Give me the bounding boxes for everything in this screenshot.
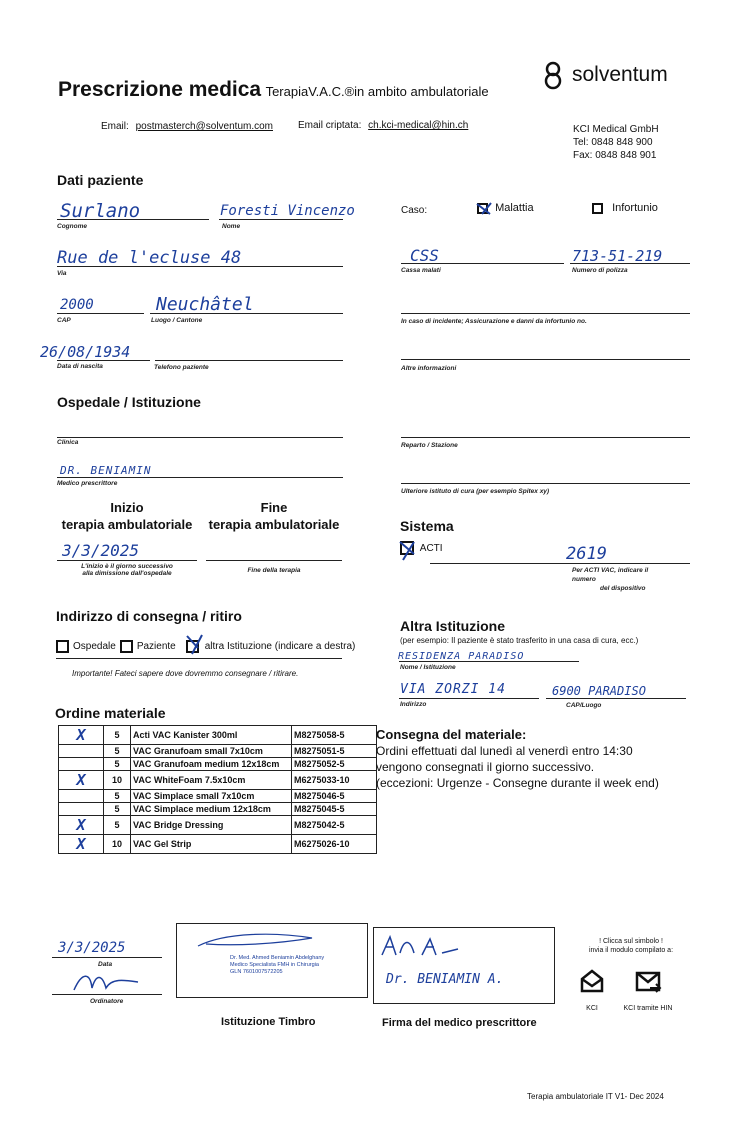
polizza-value: 713-51-219	[572, 247, 663, 265]
altre-label: Altre informazioni	[401, 365, 457, 372]
altra-title: Altra Istituzione	[400, 618, 506, 634]
order-row	[59, 745, 377, 758]
altra-cap-value: 6900 PARADISO	[552, 684, 646, 698]
via-label: Via	[57, 270, 67, 277]
consegna-block	[376, 727, 659, 791]
order-product: VAC Simplace small 7x10cm	[131, 790, 292, 803]
cognome-line	[57, 219, 209, 220]
altra-checkbox[interactable]	[186, 640, 199, 653]
cognome-value: Surlano	[60, 200, 141, 222]
via-line	[57, 266, 343, 267]
footer-date-value: 3/3/2025	[58, 940, 126, 956]
email-row	[101, 121, 273, 132]
stamp-text	[230, 955, 324, 976]
clinica-label: Clinica	[57, 439, 79, 446]
enc-email-row	[298, 120, 468, 131]
subtitle-text: TerapiaV.A.C.®in ambito ambulatoriale	[265, 84, 489, 99]
order-code: M6275033-10	[292, 771, 377, 790]
consegna-title: Consegna del materiale:	[376, 727, 527, 742]
order-row	[59, 816, 377, 835]
solventum-logo-icon	[540, 60, 566, 90]
stamp-line-1: Dr. Med. Ahmed Beniamin Abdelghany	[230, 955, 325, 961]
medico-label: Medico prescrittore	[57, 480, 118, 487]
order-table	[58, 725, 377, 854]
order-row	[59, 803, 377, 816]
altra-indirizzo-value: VIA ZORZI 14	[400, 682, 506, 697]
via-value: Rue de l'ecluse 48	[57, 248, 242, 268]
altra-indirizzo-label: Indirizzo	[400, 701, 427, 708]
order-mark[interactable]	[59, 803, 104, 816]
kci-label: KCI	[586, 1005, 598, 1012]
company-block	[573, 123, 659, 162]
order-code: M8275052-5	[292, 758, 377, 771]
brand-name: solventum	[572, 63, 668, 86]
ordinatore-signature-icon	[72, 968, 142, 996]
nascita-line	[57, 360, 150, 361]
click-note-1: ! Clicca sul simbolo !	[599, 938, 663, 945]
click-note-2: invia il modulo compilato a:	[588, 947, 674, 954]
order-product: VAC Simplace medium 12x18cm	[131, 803, 292, 816]
order-row	[59, 771, 377, 790]
acti-text: ACTI	[419, 542, 443, 554]
consegna-line-2: vengono consegnati il giorno successivo.	[376, 760, 595, 774]
envelope-arrow-icon	[634, 968, 662, 994]
order-mark[interactable]: X	[59, 835, 104, 854]
order-row	[59, 726, 377, 745]
order-row	[59, 758, 377, 771]
consegna-line-3: (eccezioni: Urgenze - Consegne durante il week end)	[376, 776, 659, 790]
medico-line	[57, 477, 343, 478]
order-mark[interactable]	[59, 745, 104, 758]
altra-nome-line	[399, 661, 579, 662]
altre-line	[401, 359, 690, 360]
order-mark[interactable]	[59, 790, 104, 803]
brand-logo	[540, 60, 668, 90]
ulteriore-label: Ulteriore istituto di cura (per esempio Spitex xy)	[401, 488, 550, 495]
device-note-1: Per ACTI VAC, indicare il	[572, 567, 649, 574]
paziente-checkbox[interactable]	[120, 640, 133, 653]
kci-hin-button[interactable]	[618, 968, 678, 1012]
ospedale-checkbox[interactable]	[56, 640, 69, 653]
order-mark[interactable]: X	[59, 771, 104, 790]
order-table-body	[59, 726, 377, 854]
stamp-line-3: GLN 7601007572205	[230, 969, 283, 975]
timbro-label: Istituzione Timbro	[221, 1016, 316, 1028]
inizio-value: 3/3/2025	[62, 541, 140, 560]
enc-email-link[interactable]: ch.kci-medical@hin.ch	[368, 120, 469, 131]
order-product: VAC WhiteFoam 7.5x10cm	[131, 771, 292, 790]
nome-line	[219, 219, 343, 220]
title-text: Prescrizione medica	[58, 78, 262, 101]
cognome-label: Cognome	[57, 223, 87, 230]
cassa-label: Cassa malati	[401, 267, 441, 274]
order-qty: 5	[104, 803, 131, 816]
hospital-section-title: Ospedale / Istituzione	[57, 394, 201, 410]
device-value: 2619	[566, 544, 607, 564]
telefono-label: Telefono paziente	[154, 364, 209, 371]
check-mark-icon	[186, 634, 206, 656]
reparto-line	[401, 437, 690, 438]
order-code: M6275026-10	[292, 835, 377, 854]
firma-signature-icon	[378, 933, 478, 959]
altra-example: (per esempio: Il paziente è stato trasferito in una casa di cura, ecc.)	[400, 636, 639, 645]
polizza-line	[570, 263, 690, 264]
inizio-title-2: terapia ambulatoriale	[61, 517, 193, 532]
order-mark[interactable]: X	[59, 726, 104, 745]
acti-option[interactable]	[400, 541, 443, 555]
altra-cap-line	[546, 698, 686, 699]
inizio-note-1: L'inizio è il giorno successivo	[81, 563, 173, 570]
order-mark[interactable]	[59, 758, 104, 771]
order-product: Acti VAC Kanister 300ml	[131, 726, 292, 745]
company-fax: Fax: 0848 848 901	[573, 150, 657, 161]
reparto-label: Reparto / Stazione	[401, 442, 458, 449]
ordinatore-line	[52, 994, 162, 995]
order-code: M8275058-5	[292, 726, 377, 745]
fine-line	[206, 560, 342, 561]
infortunio-checkbox[interactable]	[592, 203, 603, 214]
incidente-label: In caso di incidente; Assicurazione e danni da infortunio no.	[401, 318, 587, 325]
order-mark[interactable]: X	[59, 816, 104, 835]
delivery-options	[56, 640, 355, 653]
luogo-label: Luogo / Cantone	[151, 317, 203, 324]
altra-text: altra Istituzione (indicare a destra)	[204, 641, 356, 652]
fine-heading	[206, 499, 342, 533]
altra-nome-label: Nome / Istituzione	[400, 664, 456, 671]
paziente-text: Paziente	[136, 641, 176, 652]
incidente-line	[401, 313, 690, 314]
order-qty: 5	[104, 758, 131, 771]
delivery-title: Indirizzo di consegna / ritiro	[56, 608, 242, 624]
check-mark-icon	[476, 202, 492, 216]
fine-label: Fine della terapia	[247, 567, 301, 574]
luogo-value: Neuchâtel	[156, 294, 254, 315]
infortunio-text: Infortunio	[612, 202, 658, 214]
order-product: VAC Granufoam small 7x10cm	[131, 745, 292, 758]
luogo-line	[150, 313, 343, 314]
cassa-value: CSS	[410, 246, 439, 265]
acti-checkbox[interactable]	[400, 541, 414, 555]
stamp-line-2: Medico Specialista FMH in Chirurgia	[230, 962, 319, 968]
order-code: M8275042-5	[292, 816, 377, 835]
altra-indirizzo-line	[399, 698, 539, 699]
order-qty: 10	[104, 835, 131, 854]
fine-title-2: terapia ambulatoriale	[208, 517, 340, 532]
nome-value: Foresti Vincenzo	[220, 203, 355, 219]
delivery-line	[56, 658, 342, 659]
email-label: Email:	[101, 121, 129, 132]
firma-label: Firma del medico prescrittore	[382, 1017, 537, 1029]
company-tel: Tel: 0848 848 900	[573, 137, 653, 148]
order-code: M8275046-5	[292, 790, 377, 803]
patient-section-title: Dati paziente	[57, 172, 144, 188]
footer-date-line	[52, 957, 162, 958]
ordinatore-label: Ordinatore	[90, 998, 124, 1005]
page-title	[58, 78, 489, 102]
order-qty: 5	[104, 790, 131, 803]
delivery-important: Importante! Fateci sapere dove dovremmo consegnare / ritirare.	[72, 669, 299, 678]
cap-line	[57, 313, 144, 314]
inizio-heading	[57, 499, 197, 533]
cap-value: 2000	[60, 297, 94, 313]
inizio-line	[57, 560, 197, 561]
consegna-line-1: Ordini effettuati dal lunedì al venerdì entro 14:30	[376, 744, 633, 758]
polizza-label: Numero di polizza	[572, 267, 628, 274]
envelope-open-icon	[579, 968, 605, 994]
company-name: KCI Medical GmbH	[573, 124, 659, 135]
order-qty: 10	[104, 771, 131, 790]
order-code: M8275051-5	[292, 745, 377, 758]
version-text: Terapia ambulatoriale IT V1- Dec 2024	[527, 1092, 664, 1101]
device-line	[430, 563, 690, 564]
device-note-2: numero	[572, 576, 596, 583]
footer-date-label: Data	[98, 961, 113, 968]
device-note	[572, 566, 648, 593]
order-product: VAC Gel Strip	[131, 835, 292, 854]
stamp-signature-icon	[196, 932, 316, 952]
check-mark-icon	[399, 540, 417, 562]
nascita-value: 26/08/1934	[40, 343, 131, 361]
inizio-note-2: alla dimissione dall'ospedale	[82, 570, 172, 577]
medico-value: DR. BENIAMIN	[60, 464, 152, 477]
ospedale-text: Ospedale	[73, 641, 116, 652]
order-row	[59, 835, 377, 854]
kci-email-button[interactable]	[577, 968, 607, 1012]
malattia-option[interactable]	[477, 202, 534, 214]
altra-nome-value: RESIDENZA PARADISO	[398, 651, 525, 662]
nascita-label: Data di nascita	[57, 363, 103, 370]
order-product: VAC Granufoam medium 12x18cm	[131, 758, 292, 771]
click-note	[576, 937, 686, 955]
caso-label: Caso:	[401, 205, 428, 216]
infortunio-option[interactable]	[592, 202, 658, 214]
kci-hin-label: KCI tramite HIN	[623, 1005, 673, 1012]
inizio-note	[57, 563, 197, 577]
clinica-line	[57, 437, 343, 438]
order-qty: 5	[104, 745, 131, 758]
fine-title-1: Fine	[260, 500, 288, 515]
cassa-line	[401, 263, 564, 264]
email-link[interactable]: postmasterch@solventum.com	[135, 121, 273, 132]
order-qty: 5	[104, 726, 131, 745]
device-note-3: del dispositivo	[600, 585, 646, 592]
malattia-text: Malattia	[495, 202, 534, 214]
firma-value: Dr. BENIAMIN A.	[386, 972, 504, 987]
cap-label: CAP	[57, 317, 71, 324]
altra-cap-label: CAP/Luogo	[566, 702, 602, 709]
telefono-line	[155, 360, 343, 361]
order-product: VAC Bridge Dressing	[131, 816, 292, 835]
inizio-title-1: Inizio	[110, 500, 144, 515]
order-qty: 5	[104, 816, 131, 835]
enc-email-label: Email criptata:	[298, 120, 362, 131]
malattia-checkbox[interactable]	[477, 203, 488, 214]
ulteriore-line	[401, 483, 690, 484]
order-title: Ordine materiale	[55, 705, 166, 721]
sistema-title: Sistema	[400, 518, 454, 534]
nome-label: Nome	[222, 223, 241, 230]
order-code: M8275045-5	[292, 803, 377, 816]
order-row	[59, 790, 377, 803]
